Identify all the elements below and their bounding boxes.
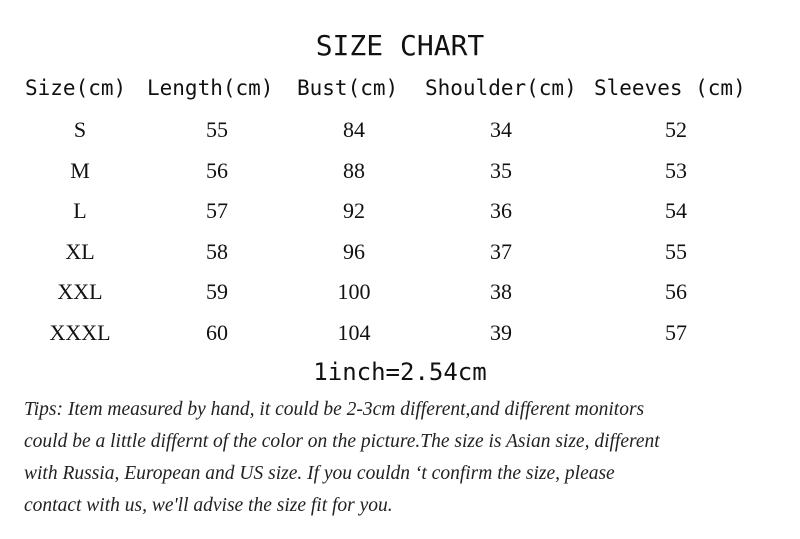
tips-line: could be a little differnt of the color on the picture.The size is Asian size, different — [24, 431, 660, 452]
cell-shoulder: 39 — [490, 319, 512, 345]
table-header — [0, 72, 800, 104]
cell-shoulder: 37 — [490, 238, 512, 264]
cell-size: L — [73, 198, 87, 224]
cell-bust: 84 — [343, 117, 365, 142]
chart-title: SIZE CHART — [315, 29, 485, 62]
table-row — [0, 232, 800, 273]
cell-size: XXL — [57, 279, 103, 305]
table-row — [0, 191, 800, 232]
cell-size: M — [70, 157, 90, 183]
cell-shoulder: 36 — [490, 198, 512, 224]
cell-bust: 104 — [337, 319, 371, 345]
cell-shoulder: 35 — [490, 157, 512, 183]
cell-length: 57 — [206, 198, 228, 224]
unit-conversion-note: 1inch=2.54cm — [313, 358, 487, 386]
table-row — [0, 272, 800, 313]
header-length: Length(cm) — [147, 76, 274, 100]
cell-bust: 100 — [337, 279, 371, 305]
cell-size: S — [73, 117, 87, 142]
cell-length: 55 — [206, 117, 228, 142]
header-shoulder: Shoulder(cm) — [425, 76, 577, 100]
cell-bust: 88 — [343, 157, 365, 183]
cell-length: 56 — [206, 157, 228, 183]
cell-sleeves: 52 — [665, 117, 687, 142]
cell-sleeves: 54 — [665, 198, 687, 224]
cell-size: XL — [65, 238, 95, 264]
cell-size: XXXL — [49, 319, 111, 345]
cell-length: 60 — [206, 319, 228, 345]
cell-shoulder: 34 — [490, 117, 512, 142]
cell-bust: 96 — [343, 238, 365, 264]
cell-sleeves: 57 — [665, 319, 687, 345]
cell-sleeves: 53 — [665, 157, 687, 183]
tips-line: with Russia, European and US size. If you couldn ‘t confirm the size, please — [24, 463, 615, 484]
header-sleeves: Sleeves (cm) — [594, 76, 746, 100]
table-row — [0, 151, 800, 192]
size-table — [0, 110, 800, 354]
cell-sleeves: 55 — [665, 238, 687, 264]
tips-paragraph — [24, 394, 784, 522]
tips-line: Tips: Item measured by hand, it could be 2-3cm different,and different monitors — [24, 399, 645, 420]
cell-bust: 92 — [343, 198, 365, 224]
header-bust: Bust(cm) — [297, 76, 399, 100]
header-size: Size(cm) — [25, 76, 127, 100]
table-row — [0, 313, 800, 354]
cell-length: 58 — [206, 238, 228, 264]
cell-sleeves: 56 — [665, 279, 687, 305]
cell-shoulder: 38 — [490, 279, 512, 305]
tips-line: contact with us, we'll advise the size fit for you. — [24, 495, 393, 516]
table-row — [0, 110, 800, 151]
cell-length: 59 — [206, 279, 228, 305]
